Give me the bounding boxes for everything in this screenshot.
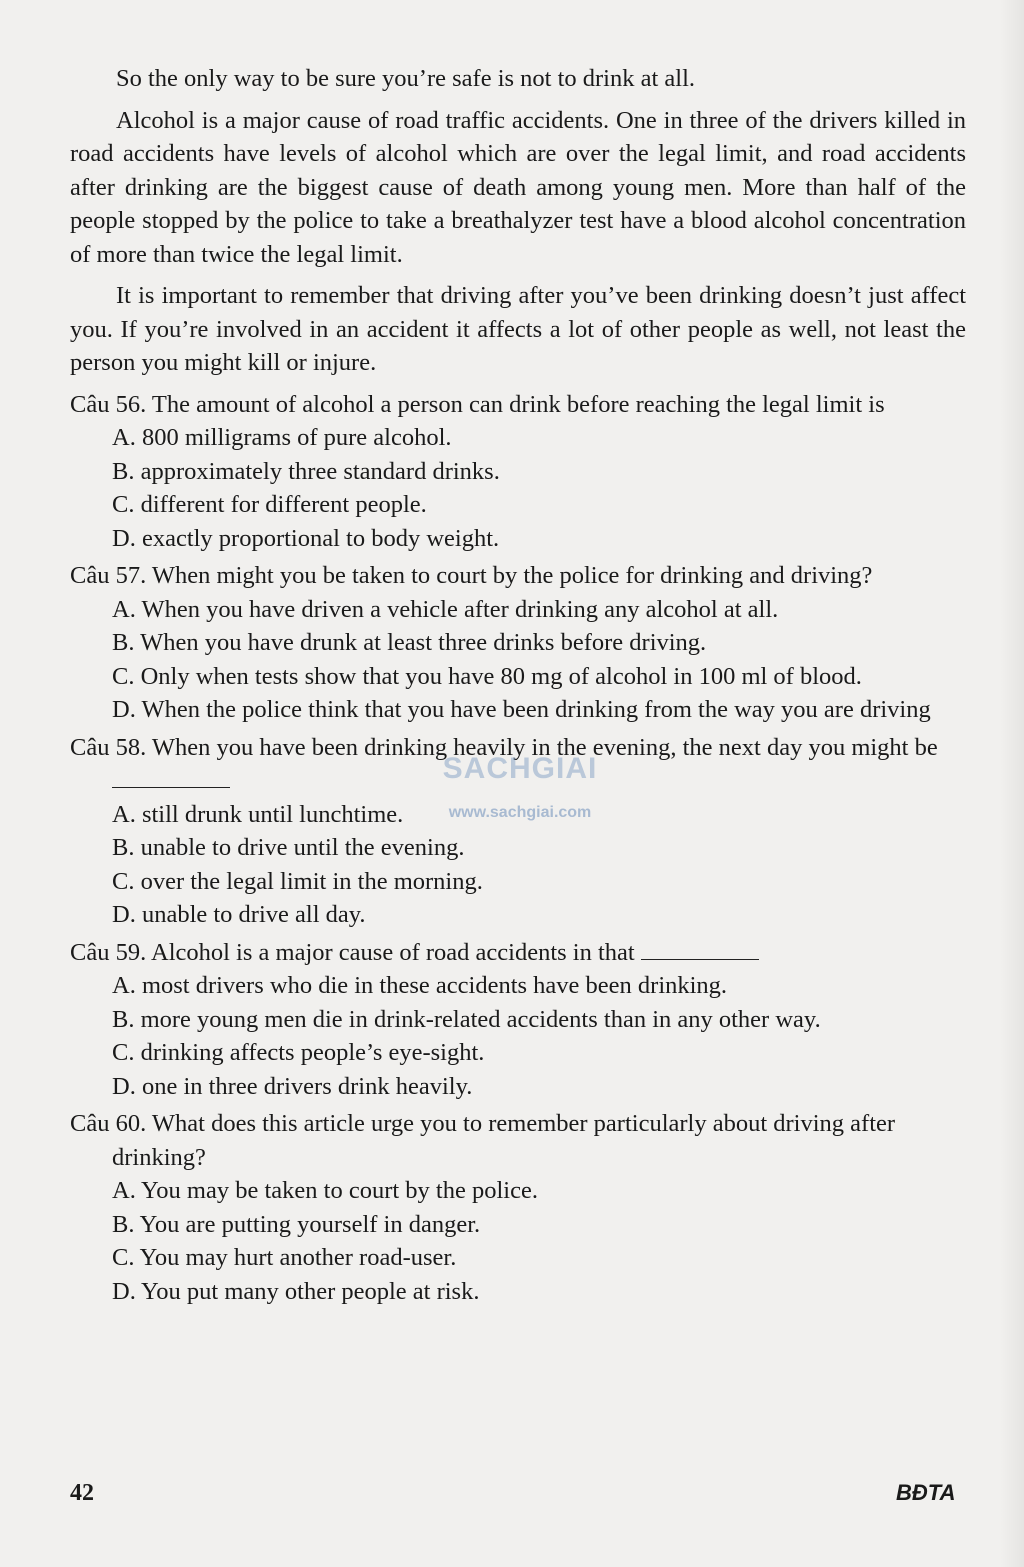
document-page (70, 62, 966, 1308)
question-text: The amount of alcohol a person can drink before reaching the legal limit is (151, 390, 885, 418)
answer-option: A. You may be taken to court by the police. (112, 1177, 538, 1204)
page-number: 42 (70, 1480, 94, 1506)
answer-option: D. You put many other people at risk. (112, 1277, 480, 1305)
question-prompt (70, 559, 966, 593)
question-number: Câu 56. (70, 390, 147, 418)
answer-blank (112, 765, 230, 788)
answer-option: C. drinking affects people’s eye-sight. (112, 1039, 485, 1066)
question-prompt (70, 1107, 966, 1174)
question-text: When might you be taken to court by the police for drinking and driving? (151, 562, 873, 589)
answer-option: A. 800 milligrams of pure alcohol. (112, 424, 452, 451)
answer-options (112, 421, 966, 555)
question-text: Alcohol is a major cause of road accidents in that (151, 938, 635, 966)
question-number: Câu 59. (70, 938, 147, 966)
question-text: What does this article urge you to remember particularly about driving after drinking? (112, 1110, 896, 1171)
answer-blank (641, 937, 759, 960)
watermark-url: www.sachgiai.com (448, 804, 592, 821)
answer-option: D. When the police think that you have been drinking from the way you are driving (112, 696, 931, 723)
answer-option: C. You may hurt another road-user. (112, 1244, 457, 1271)
passage-paragraph-1: So the only way to be sure you’re safe is not to drink at all. (116, 65, 696, 92)
question-block (70, 936, 966, 1104)
answer-option: D. exactly proportional to body weight. (112, 524, 500, 552)
answer-option: C. different for different people. (112, 491, 427, 518)
answer-option: B. unable to drive until the evening. (112, 834, 465, 861)
question-prompt (70, 388, 966, 422)
answer-option: B. approximately three standard drinks. (112, 457, 500, 485)
passage-paragraph-2: Alcohol is a major cause of road traffic accidents. One in three of the drivers killed in road accidents have levels of alcohol which are over the legal limit, and road accidents after drinking are the biggest cause of death among young men. More than half of the people stopped by the police to take a breathalyzer test have a blood alcohol concentration of more than twice the legal limit. (70, 106, 966, 268)
footer-code: BĐTA (896, 1480, 956, 1505)
answer-option: A. still drunk until lunchtime. (112, 800, 404, 828)
answer-option: B. When you have drunk at least three drinks before driving. (112, 629, 707, 656)
answer-option: C. Only when tests show that you have 80 mg of alcohol in 100 ml of blood. (112, 662, 862, 690)
answer-option: D. unable to drive all day. (112, 901, 366, 928)
question-block (70, 1107, 966, 1308)
question-block (70, 388, 966, 556)
question-list (70, 388, 966, 1309)
answer-option: B. You are putting yourself in danger. (112, 1210, 481, 1238)
question-number: Câu 60. (70, 1110, 147, 1137)
watermark-logo: SACHGIAI (442, 752, 598, 785)
answer-options (112, 593, 966, 727)
answer-option: D. one in three drivers drink heavily. (112, 1072, 473, 1100)
question-prompt (70, 936, 966, 970)
answer-options (112, 969, 966, 1103)
question-text: When you have been drinking heavily in the evening, the next day you might be (151, 733, 938, 761)
answer-option: B. more young men die in drink-related accidents than in any other way. (112, 1005, 821, 1033)
page-edge-shadow (1000, 0, 1024, 1567)
answer-option: A. When you have driven a vehicle after drinking any alcohol at all. (112, 595, 779, 623)
answer-option: A. most drivers who die in these accidents have been drinking. (112, 972, 728, 999)
question-number: Câu 58. (70, 733, 147, 761)
question-block (70, 559, 966, 727)
answer-option: C. over the legal limit in the morning. (112, 867, 483, 895)
question-number: Câu 57. (70, 562, 147, 589)
watermark (420, 752, 620, 822)
answer-options (112, 1174, 966, 1308)
passage-paragraph-3: It is important to remember that driving after you’ve been drinking doesn’t just affect you. If you’re involved in an accident it affects a lot of other people as well, not least the person you might kill or injure. (70, 282, 966, 376)
